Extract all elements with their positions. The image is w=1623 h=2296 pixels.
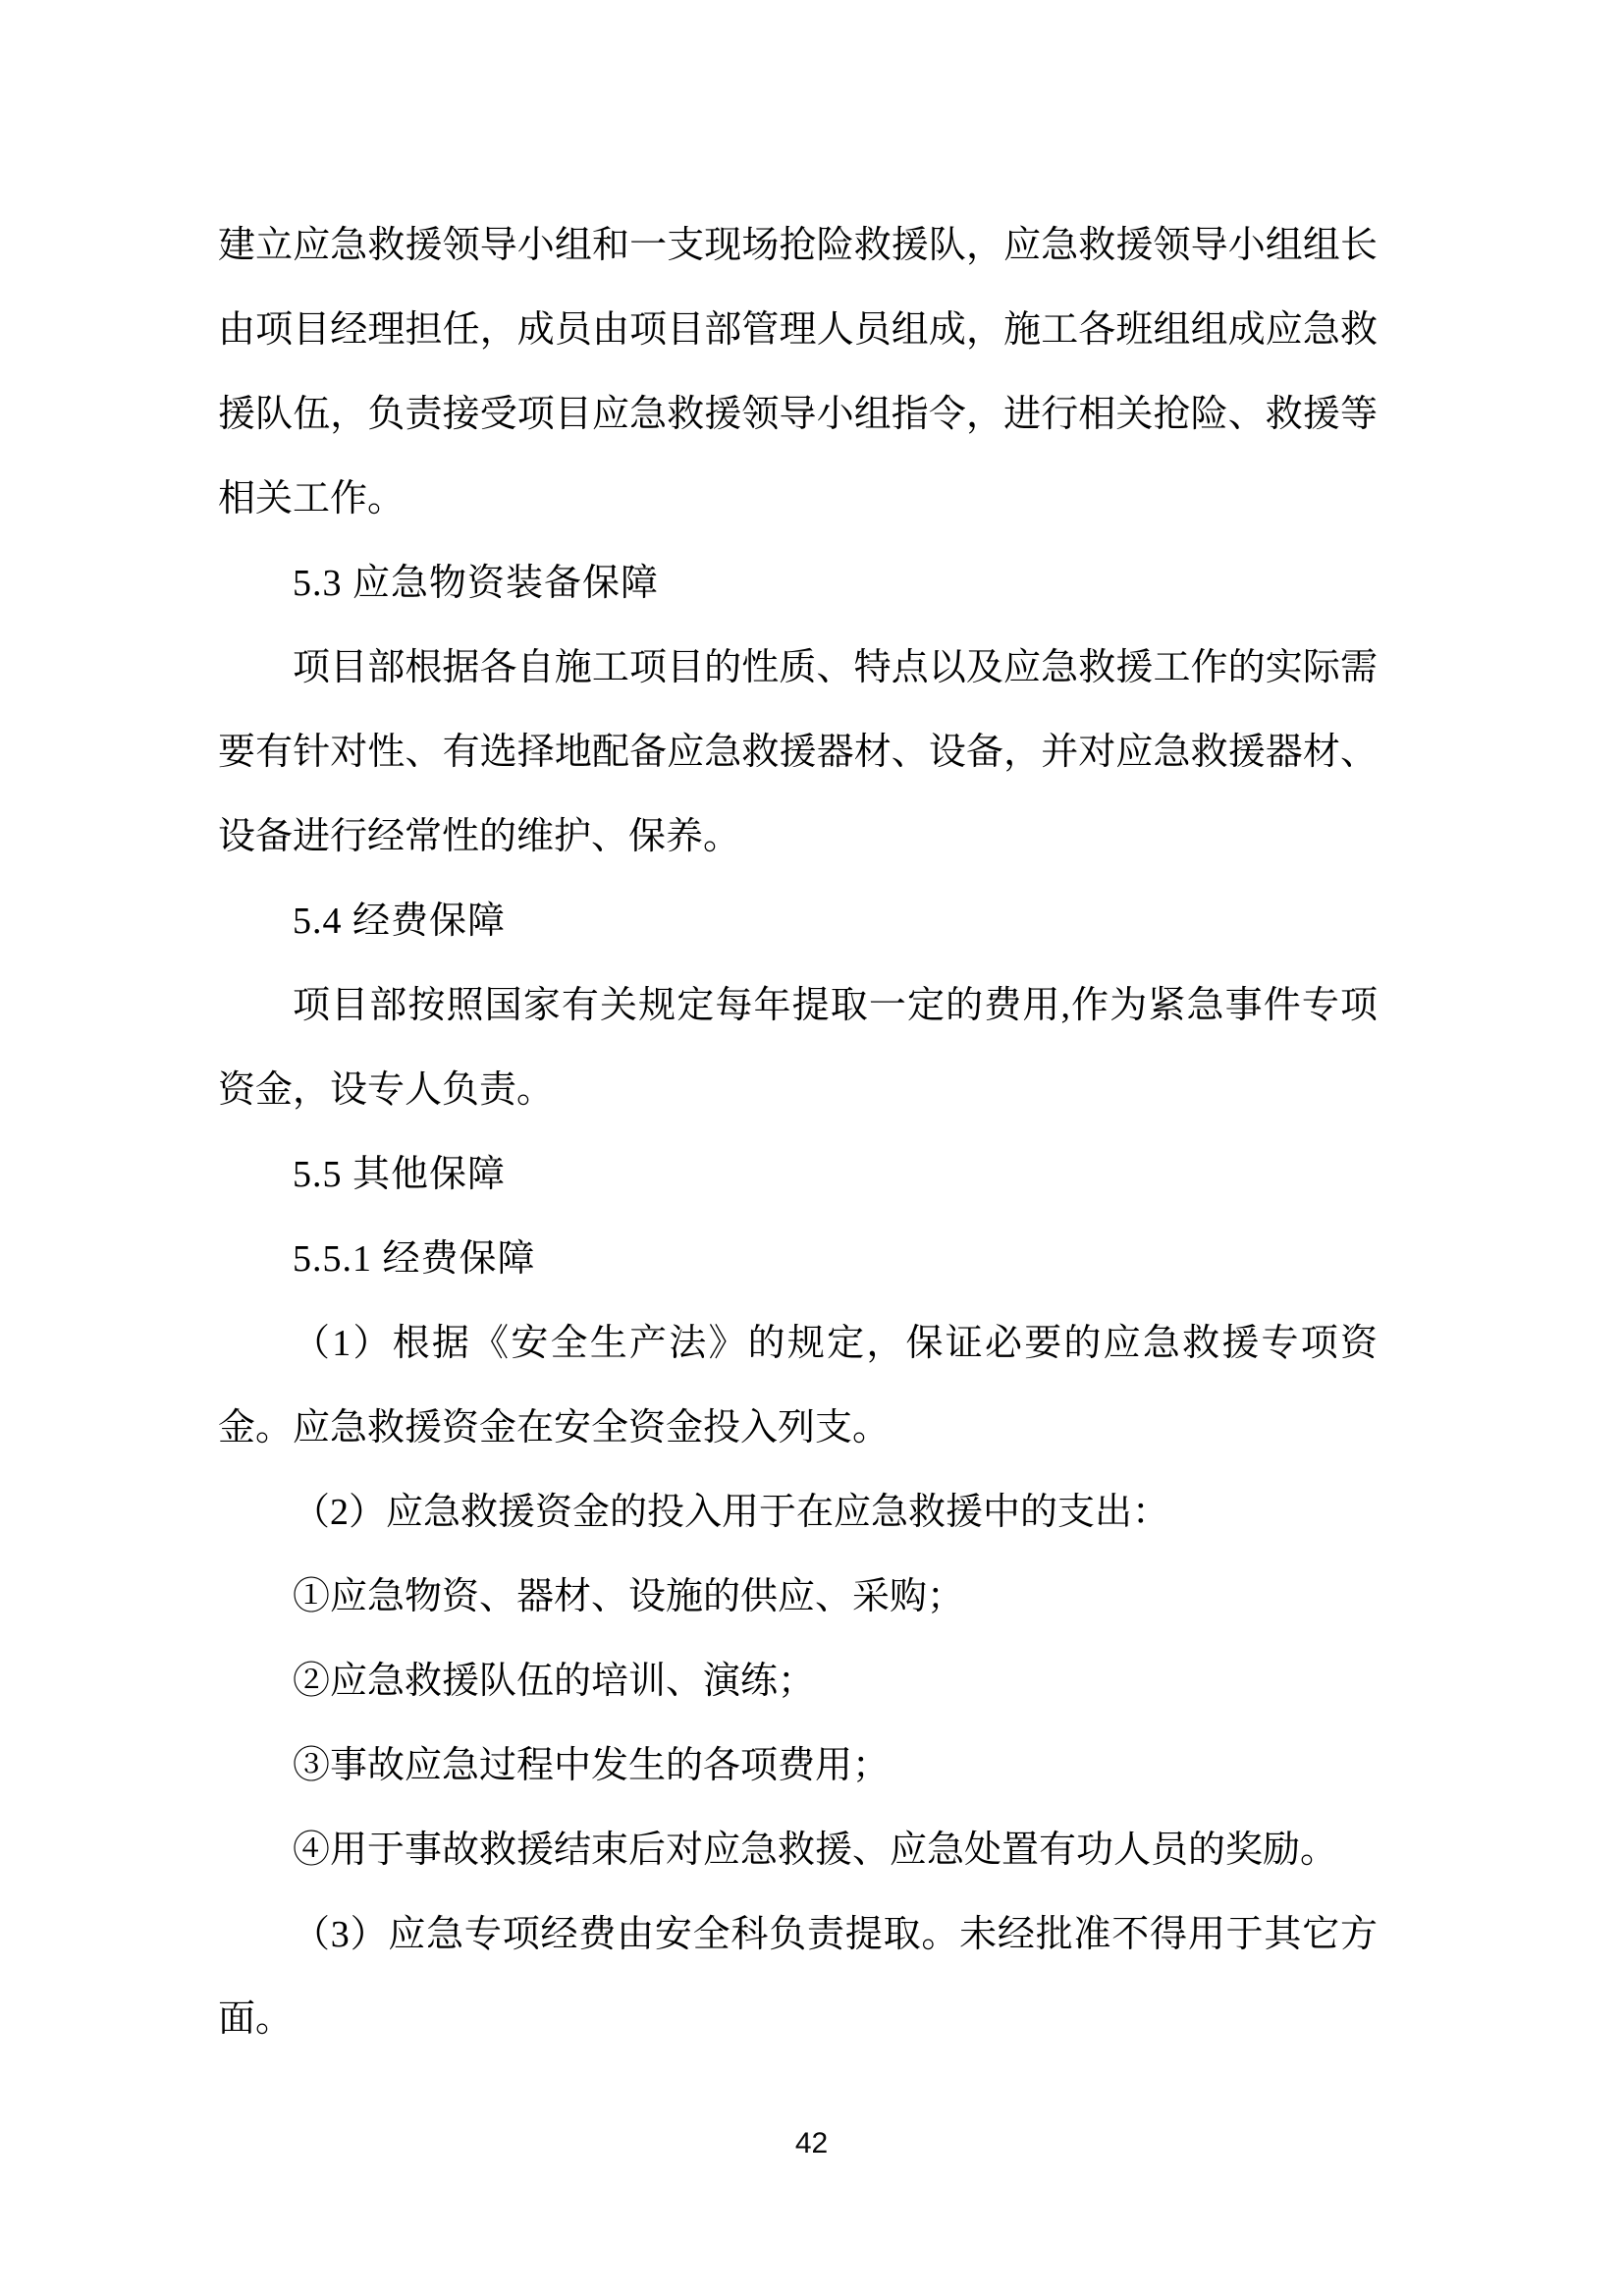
paragraph-item-2-fund-usage: （2）应急救援资金的投入用于在应急救援中的支出： <box>293 1492 1170 1533</box>
page-number: 42 <box>794 2127 829 2159</box>
document-body <box>218 203 1378 2061</box>
paragraph-emergency-team: 建立应急救援领导小组和一支现场抢险救援队，应急救援领导小组组长由项目经理担任，成员由项目部管理人员组成，施工各班组组成应急救援队伍，负责接受项目应急救援领导小组指令，进行相关抢险、救援等相关工作。 <box>218 225 1378 519</box>
paragraph-item-3-fund-withdrawal: （3）应急专项经费由安全科负责提取。未经批准不得用于其它方面。 <box>218 1914 1378 2040</box>
heading-5-5-other-support: 5.5 其他保障 <box>293 1154 507 1195</box>
paragraph-item-1-special-fund: （1）根据《安全生产法》的规定，保证必要的应急救援专项资金。应急救援资金在安全资金投入列支。 <box>218 1323 1378 1449</box>
heading-5-5-1-funding: 5.5.1 经费保障 <box>293 1238 536 1280</box>
list-item-4-rewards: ④用于事故救援结束后对应急救援、应急处置有功人员的奖励。 <box>293 1830 1338 1871</box>
page-footer <box>0 2127 1623 2160</box>
list-item-1-supplies-purchase: ①应急物资、器材、设施的供应、采购； <box>293 1576 965 1617</box>
list-item-3-accident-expenses: ③事故应急过程中发生的各项费用； <box>293 1745 891 1786</box>
paragraph-annual-fund: 项目部按照国家有关规定每年提取一定的费用,作为紧急事件专项资金，设专人负责。 <box>218 985 1378 1111</box>
heading-5-3-supplies-equipment: 5.3 应急物资装备保障 <box>293 563 660 604</box>
paragraph-equipment-provision: 项目部根据各自施工项目的性质、特点以及应急救援工作的实际需要有针对性、有选择地配备应急救援器材、设备，并对应急救援器材、设备进行经常性的维护、保养。 <box>218 647 1378 857</box>
list-item-2-training-drills: ②应急救援队伍的培训、演练； <box>293 1661 816 1702</box>
heading-5-4-funding: 5.4 经费保障 <box>293 901 507 942</box>
